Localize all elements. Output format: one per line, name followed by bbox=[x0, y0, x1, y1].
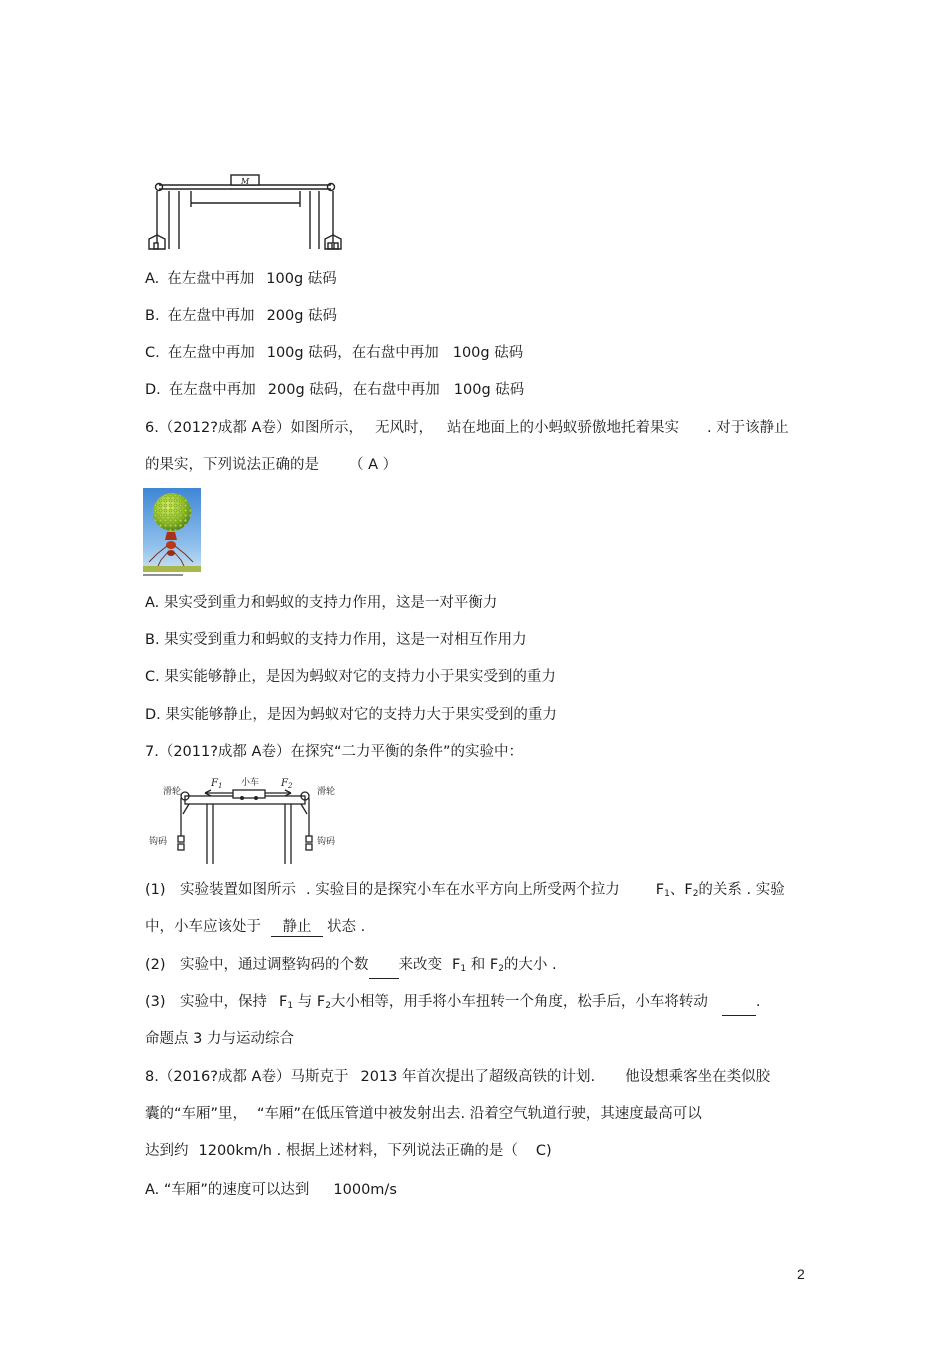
q6-stem-line1: 6.（2012?成都 A卷）如图所示， 无风时， 站在地面上的小蚂蚁骄傲地托着果实 . 对于该静止 bbox=[145, 420, 789, 436]
q6-option-b: B. 果实受到重力和蚂蚁的支持力作用，这是一对相互作用力 bbox=[145, 632, 527, 648]
q5-option-a: A. 在左盘中再加 100g 砝码 bbox=[145, 271, 337, 287]
q6-option-d: D. 果实能够静止，是因为蚂蚁对它的支持力大于果实受到的重力 bbox=[145, 707, 557, 723]
fig7-cart-label: 小车 bbox=[241, 778, 260, 788]
q6-option-c: C. 果实能够静止，是因为蚂蚁对它的支持力小于果实受到的重力 bbox=[145, 669, 556, 685]
q5-option-b: B. 在左盘中再加 200g 砝码 bbox=[145, 308, 338, 324]
q7-part1-answer: 静止 bbox=[271, 919, 323, 937]
two-force-apparatus-figure bbox=[145, 774, 345, 866]
q5-option-d: D. 在左盘中再加 200g 砝码，在右盘中再加 100g 砝码 bbox=[145, 382, 525, 398]
q5-option-c: C. 在左盘中再加 100g 砝码，在右盘中再加 100g 砝码 bbox=[145, 345, 524, 361]
fig7-pulley-left-label: 滑轮 bbox=[163, 787, 182, 797]
q8-stem-line1: 8.（2016?成都 A卷）马斯克于 2013 年首次提出了超级高铁的计划. 他设想乘客坐在类似胶 bbox=[145, 1069, 771, 1085]
q7-part2: (2) 实验中，通过调整钩码的个数 来改变 $F_1$ 和 $F_2$的大小 . bbox=[145, 955, 557, 979]
q7-part3: (3) 实验中，保持 $F_1$ 与 $F_2$大小相等，用手将小车扭转一个角度，松手后，小车将转动 . bbox=[145, 992, 761, 1016]
fig7-pulley-right-label: 滑轮 bbox=[317, 787, 336, 797]
fig7-f1-label: $F_1$ bbox=[211, 778, 223, 790]
q7-part1-line2: 中，小车应该处于 静止 状态 . bbox=[145, 919, 366, 935]
q8-stem-line2: 囊的“车厢”里， “车厢”在低压管道中被发射出去. 沿着空气轨道行驶，其速度最高可以 bbox=[145, 1106, 702, 1122]
q8-stem-line3: 达到约 1200km/h . 根据上述材料，下列说法正确的是（ C) bbox=[145, 1143, 552, 1159]
q6-answer: （ A ） bbox=[349, 457, 398, 473]
page-number: 2 bbox=[797, 1266, 805, 1282]
balance-block-label: M bbox=[241, 177, 250, 186]
q6-stem-line2: 的果实，下列说法正确的是 （ A ） bbox=[145, 457, 398, 473]
ant-fruit-photo bbox=[143, 488, 201, 578]
q7-stem: 7.（2011?成都 A卷）在探究“二力平衡的条件”的实验中： bbox=[145, 744, 523, 760]
fig7-weight-right-label: 钩码 bbox=[317, 837, 336, 847]
q6-option-a: A. 果实受到重力和蚂蚁的支持力作用，这是一对平衡力 bbox=[145, 595, 498, 611]
fig7-f2-label: $F_2$ bbox=[281, 778, 293, 790]
q8-option-a: A. “车厢”的速度可以达到 1000m/s bbox=[145, 1182, 397, 1198]
section-title: 命题点 3 力与运动综合 bbox=[145, 1031, 294, 1047]
q7-part1-line1: (1) 实验装置如图所示 . 实验目的是探究小车在水平方向上所受两个拉力 $F_1$、$F_2$的关系 . 实验 bbox=[145, 882, 785, 899]
q8-answer: C) bbox=[535, 1143, 552, 1159]
balance-table-figure bbox=[145, 173, 345, 251]
fig7-weight-left-label: 钩码 bbox=[149, 837, 168, 847]
